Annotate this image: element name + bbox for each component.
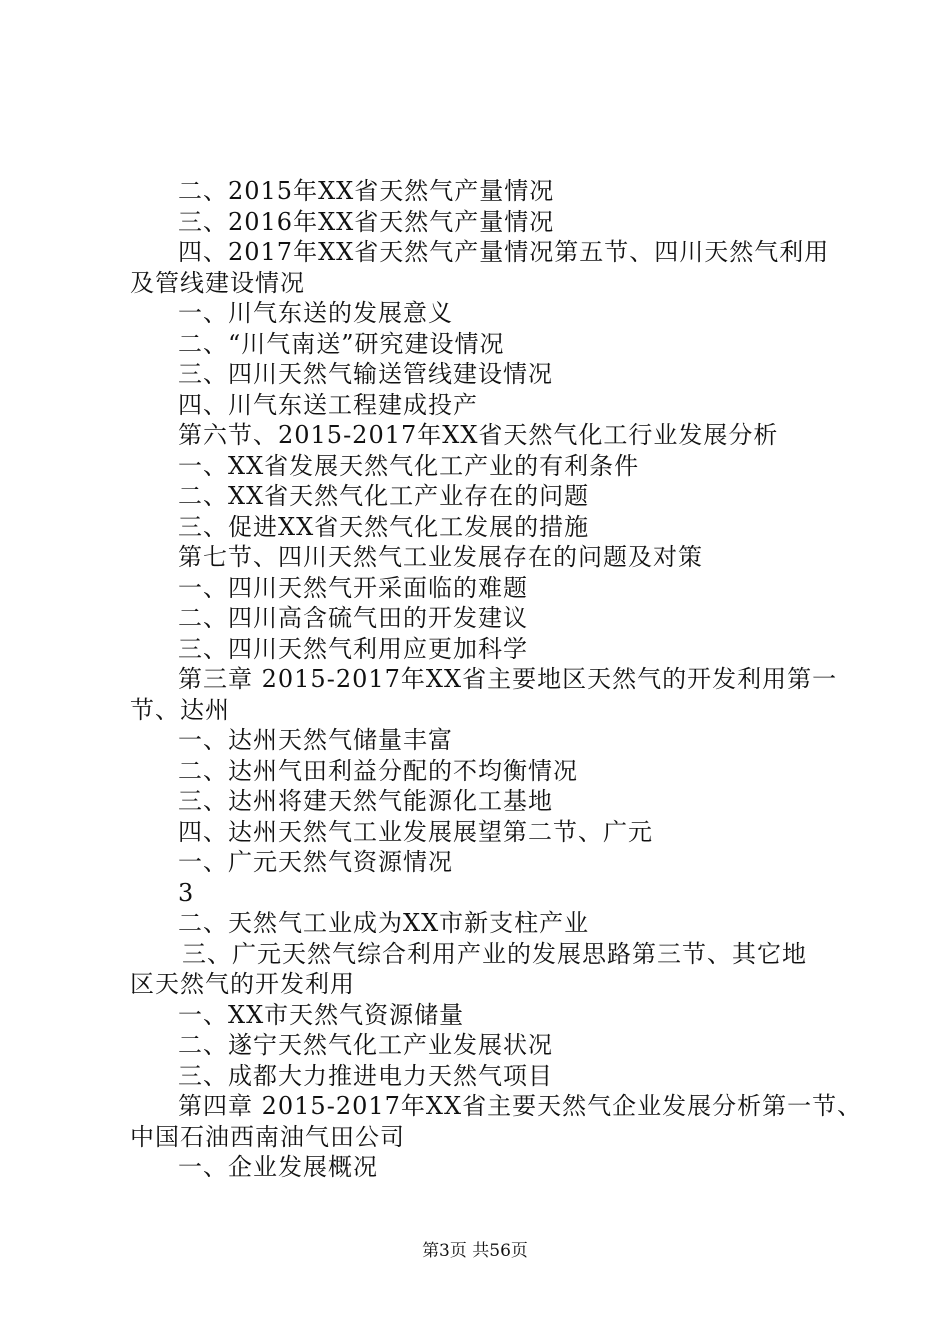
text-line: 三、促进XX省天然气化工发展的措施	[178, 512, 590, 541]
inline-page-number: 3	[178, 878, 195, 907]
text-line: 一、企业发展概况	[178, 1153, 378, 1181]
section-heading: 第六节、2015-2017年XX省天然气化工行业发展分析	[178, 421, 779, 449]
text-line: 二、2015年XX省天然气产量情况	[178, 177, 555, 205]
text-line: 三、2016年XX省天然气产量情况	[178, 207, 555, 236]
text-line: 三、成都大力推进电力天然气项目	[178, 1061, 553, 1090]
text-line: 二、四川高含硫气田的开发建议	[178, 604, 528, 632]
text-line: 三、四川天然气输送管线建设情况	[178, 360, 553, 388]
text-line: 三、广元天然气综合利用产业的发展思路第三节、其它地	[182, 939, 807, 968]
section-heading: 第七节、四川天然气工业发展存在的问题及对策	[178, 543, 703, 571]
text-line: 二、达州气田利益分配的不均衡情况	[178, 756, 578, 785]
text-line: 及管线建设情况	[130, 268, 305, 297]
text-line: 区天然气的开发利用	[130, 970, 355, 998]
text-line: 一、达州天然气储量丰富	[178, 726, 453, 754]
chapter-heading: 第四章 2015-2017年XX省主要天然气企业发展分析第一节、	[178, 1092, 863, 1120]
text-line: 四、达州天然气工业发展展望第二节、广元	[178, 817, 653, 846]
text-line: 中国石油西南油气田公司	[130, 1122, 405, 1151]
text-line: 一、XX市天然气资源储量	[178, 1000, 465, 1029]
text-line: 二、“川气南送”研究建设情况	[178, 329, 505, 358]
text-line: 一、四川天然气开采面临的难题	[178, 573, 528, 602]
chapter-heading: 第三章 2015-2017年XX省主要地区天然气的开发利用第一	[178, 665, 838, 693]
text-line: 四、2017年XX省天然气产量情况第五节、四川天然气利用	[178, 238, 830, 266]
text-line: 一、XX省发展天然气化工产业的有利条件	[178, 451, 640, 480]
document-body	[130, 176, 863, 1183]
text-line: 二、XX省天然气化工产业存在的问题	[178, 482, 590, 510]
text-line: 一、川气东送的发展意义	[178, 299, 453, 327]
text-line: 三、达州将建天然气能源化工基地	[178, 787, 553, 815]
text-line: 四、川气东送工程建成投产	[178, 390, 478, 419]
text-line: 二、遂宁天然气化工产业发展状况	[178, 1031, 553, 1059]
page-footer: 第3页 共56页	[422, 1241, 528, 1261]
text-line: 节、达州	[130, 695, 230, 724]
text-line: 二、天然气工业成为XX市新支柱产业	[178, 909, 590, 937]
text-line: 三、四川天然气利用应更加科学	[178, 634, 528, 663]
text-line: 一、广元天然气资源情况	[178, 848, 453, 876]
